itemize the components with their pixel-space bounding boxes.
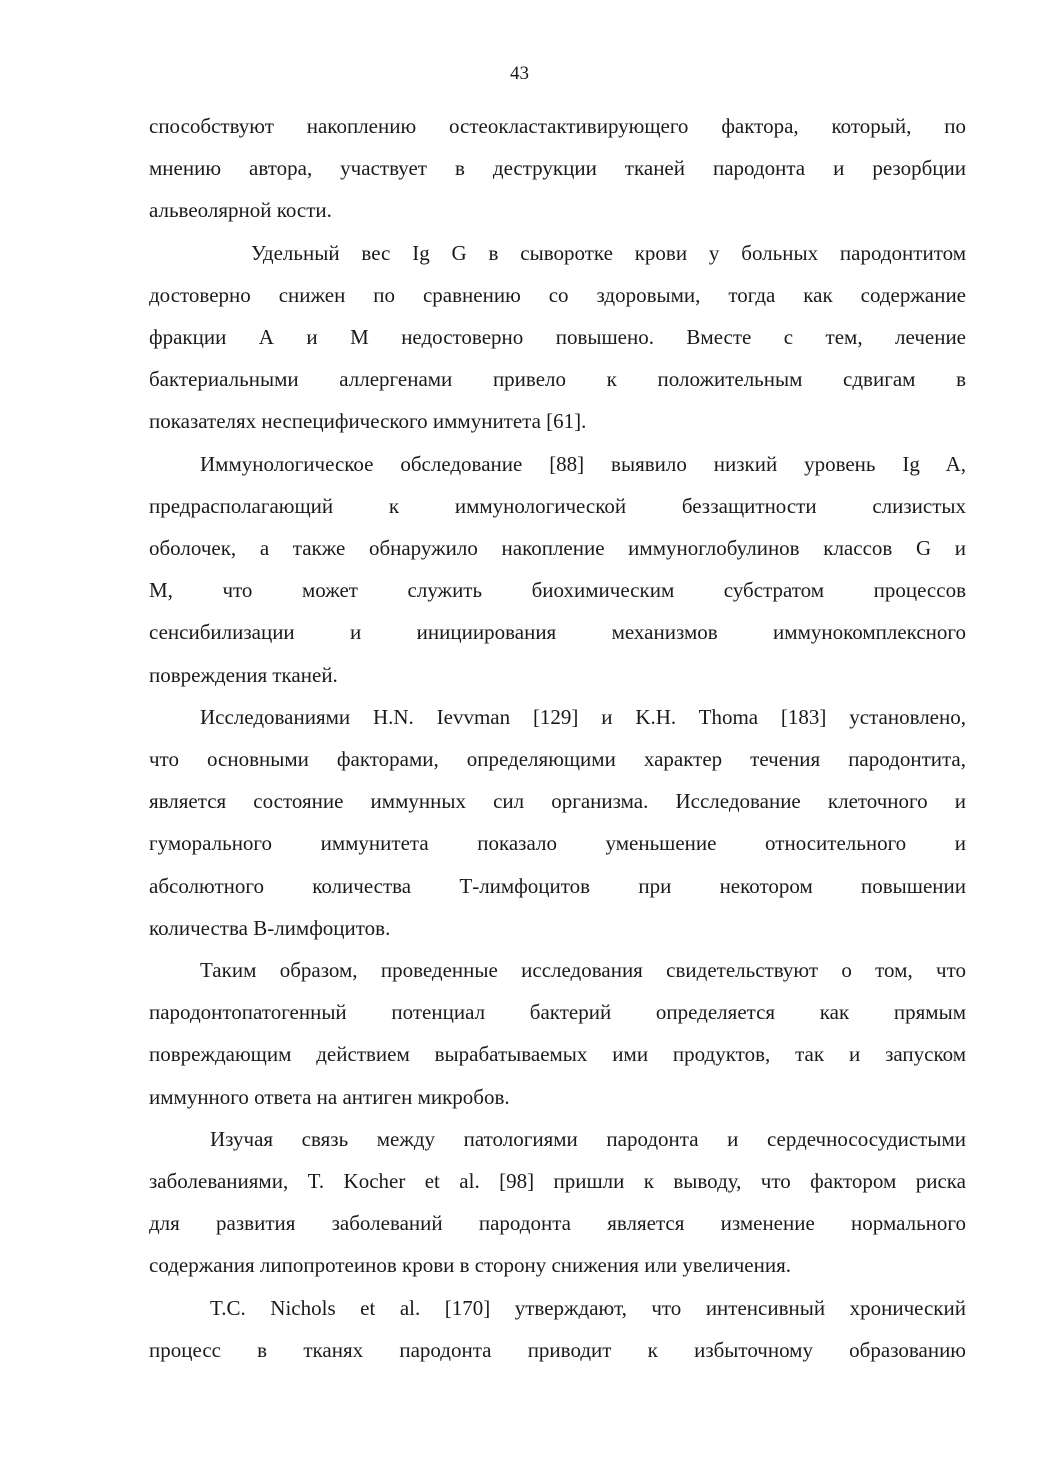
paragraph-3-line-2: предрасполагающий к иммунологической беззащитности слизистых — [149, 493, 966, 518]
paragraph-4-line-1: Исследованиями H.N. Ievvman [129] и K.H. Thoma [183] установлено, — [200, 704, 966, 729]
paragraph-6-line-4: содержания липопротеинов крови в сторону снижения или увеличения. — [149, 1253, 792, 1278]
paragraph-3-line-6: повреждения тканей. — [149, 662, 338, 687]
paragraph-4-line-4: гуморального иммунитета показало уменьшение относительного и — [149, 831, 966, 856]
paragraph-4-line-3: является состояние иммунных сил организма. Исследование клеточного и — [149, 789, 966, 814]
paragraph-3-line-1: Иммунологическое обследование [88] выявило низкий уровень Ig A, — [200, 451, 966, 476]
paragraph-4-line-5: абсолютного количества Т-лимфоцитов при некотором повышении — [149, 873, 966, 898]
paragraph-5-line-3: повреждающим действием вырабатываемых ими продуктов, так и запуском — [149, 1042, 966, 1067]
paragraph-5-line-1: Таким образом, проведенные исследования свидетельствуют о том, что — [200, 958, 966, 983]
paragraph-2-line-1: Удельный вес Ig G в сыворотке крови у больных пародонтитом — [251, 240, 966, 265]
paragraph-1 — [149, 105, 966, 232]
paragraph-4-line-6: количества В-лимфоцитов. — [149, 915, 391, 940]
paragraph-1-line-3: альвеолярной кости. — [149, 198, 332, 223]
paragraph-3-line-5: сенсибилизации и инициирования механизмов иммунокомплексного — [149, 620, 966, 645]
paragraph-1-line-1: способствуют накоплению остеокластактивирующего фактора, который, по — [149, 114, 966, 138]
paragraph-2-line-2: достоверно снижен по сравнению со здоровыми, тогда как содержание — [149, 282, 966, 307]
paragraph-6-line-3: для развития заболеваний пародонта является изменение нормального — [149, 1211, 966, 1236]
document-body — [149, 105, 966, 1371]
paragraph-6 — [149, 1118, 966, 1287]
paragraph-6-line-1: Изучая связь между патологиями пародонта и сердечнососудистыми — [210, 1126, 966, 1151]
paragraph-2-line-4: бактериальными аллергенами привело к положительным сдвигам в — [149, 367, 966, 392]
paragraph-7-line-2: процесс в тканях пародонта приводит к избыточному образованию — [149, 1337, 966, 1362]
paragraph-3-line-3: оболочек, а также обнаружило накопление иммуноглобулинов классов G и — [149, 536, 966, 561]
paragraph-2 — [149, 232, 966, 443]
paragraph-5-line-2: пародонтопатогенный потенциал бактерий определяется как прямым — [149, 1000, 966, 1025]
paragraph-4-line-2: что основными факторами, определяющими характер течения пародонтита, — [149, 747, 966, 772]
paragraph-5 — [149, 949, 966, 1118]
paragraph-2-line-5: показателях неспецифического иммунитета [61]. — [149, 409, 587, 434]
paragraph-2-line-3: фракции А и М недостоверно повышено. Вместе с тем, лечение — [149, 325, 966, 350]
paragraph-1-line-2: мнению автора, участвует в деструкции тканей пародонта и резорбции — [149, 156, 966, 181]
paragraph-7-line-1: T.C. Nichols et al. [170] утверждают, что интенсивный хронический — [210, 1295, 966, 1320]
paragraph-6-line-2: заболеваниями, T. Kocher et al. [98] пришли к выводу, что фактором риска — [149, 1169, 966, 1194]
paragraph-4 — [149, 696, 966, 949]
paragraph-3 — [149, 443, 966, 696]
paragraph-5-line-4: иммунного ответа на антиген микробов. — [149, 1084, 510, 1109]
paragraph-3-line-4: M, что может служить биохимическим субстратом процессов — [149, 578, 966, 603]
paragraph-7 — [149, 1287, 966, 1371]
page-number: 43 — [510, 63, 529, 84]
